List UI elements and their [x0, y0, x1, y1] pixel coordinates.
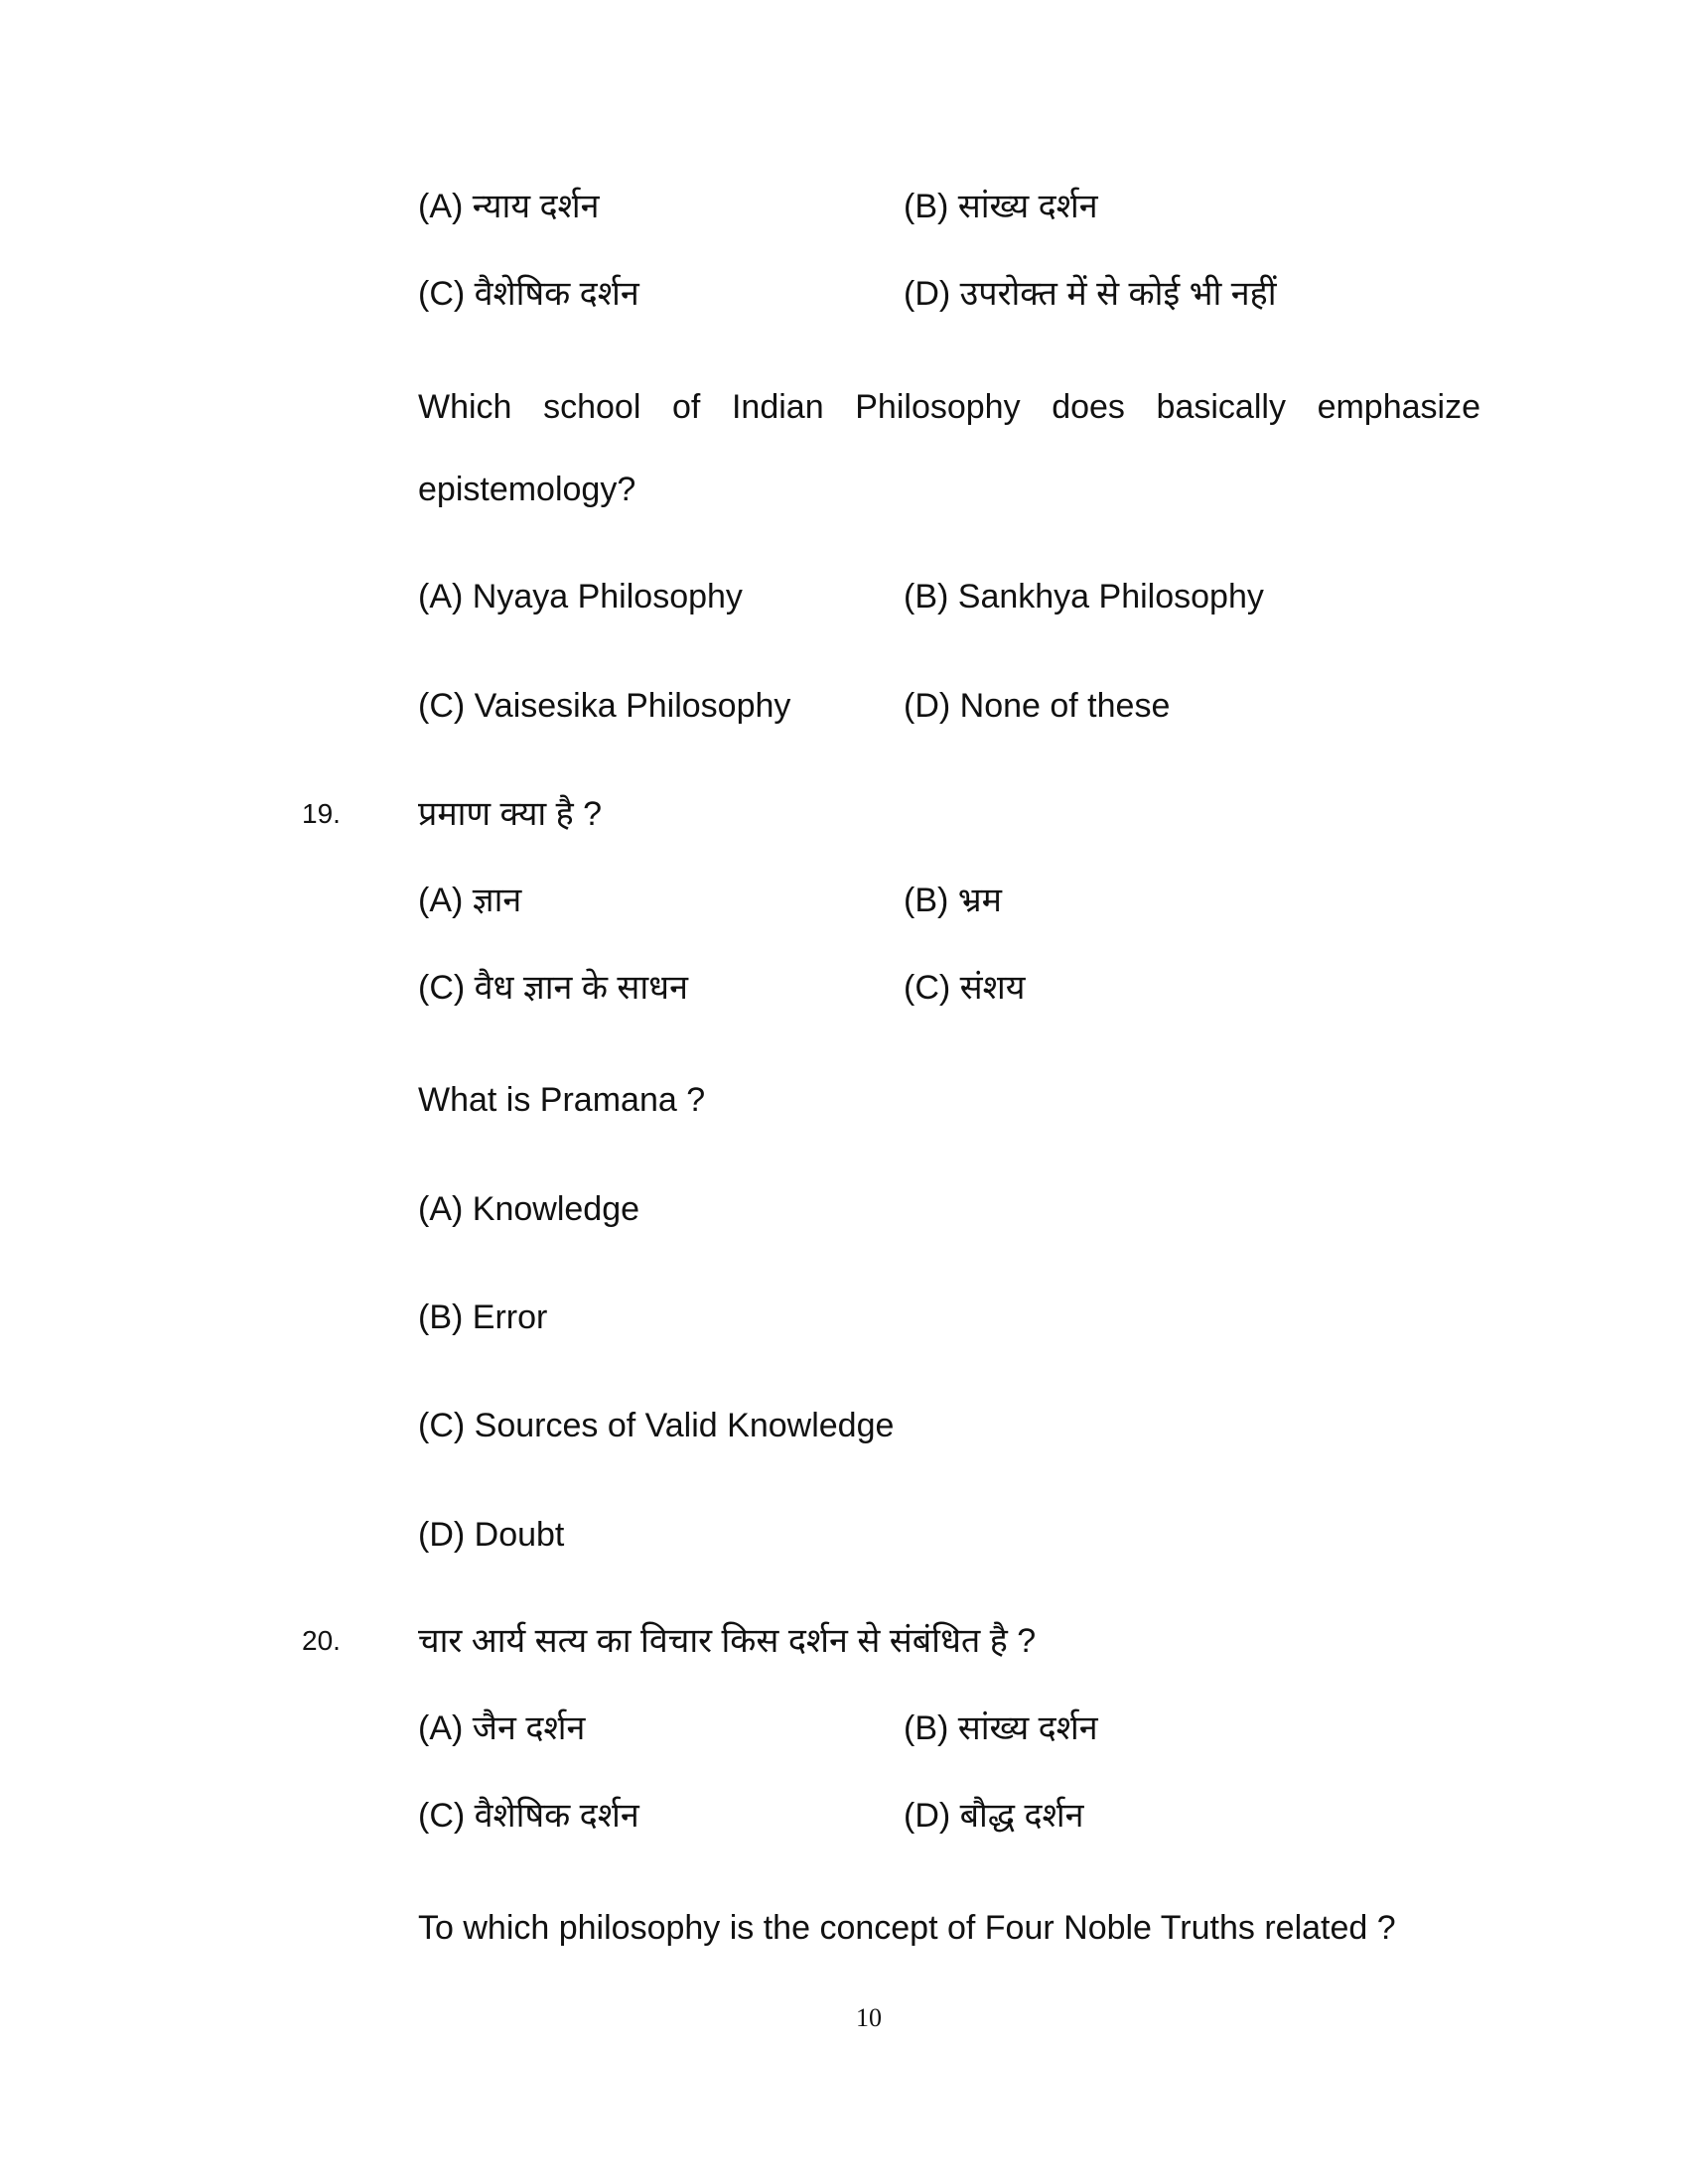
q19-english-option-b: (B) Error — [418, 1298, 548, 1336]
q18-english-option-c: (C) Vaisesika Philosophy — [418, 687, 791, 725]
q19-english-question: What is Pramana ? — [418, 1081, 706, 1119]
q18-english-option-b: (B) Sankhya Philosophy — [904, 578, 1264, 615]
q19-hindi-option-b: (B) भ्रम — [904, 882, 1003, 919]
q19-hindi-option-d: (C) संशय — [904, 969, 1026, 1007]
q19-hindi-option-a: (A) ज्ञान — [418, 882, 522, 919]
q20-hindi-option-b: (B) सांख्य दर्शन — [904, 1709, 1098, 1747]
q18-hindi-option-d: (D) उपरोक्त में से कोई भी नहीं — [904, 275, 1277, 313]
q19-english-option-d: (D) Doubt — [418, 1516, 565, 1554]
q19-hindi-option-c: (C) वैध ज्ञान के साधन — [418, 969, 688, 1007]
q18-english-option-a: (A) Nyaya Philosophy — [418, 578, 743, 615]
page-number: 10 — [856, 2003, 882, 2032]
q20-number: 20. — [302, 1625, 341, 1656]
q18-english-option-d: (D) None of these — [904, 687, 1171, 725]
q19-english-option-a: (A) Knowledge — [418, 1190, 640, 1228]
q20-hindi-option-d: (D) बौद्ध दर्शन — [904, 1797, 1084, 1835]
q19-english-option-c: (C) Sources of Valid Knowledge — [418, 1407, 895, 1444]
q18-hindi-option-c: (C) वैशेषिक दर्शन — [418, 275, 639, 313]
q20-english-question: To which philosophy is the concept of Four Noble Truths related ? — [418, 1909, 1396, 1947]
q18-hindi-option-a: (A) न्याय दर्शन — [418, 188, 600, 225]
q19-hindi-question: प्रमाण क्या है ? — [418, 795, 603, 833]
q20-hindi-option-a: (A) जैन दर्शन — [418, 1709, 586, 1747]
q19-number: 19. — [302, 798, 341, 829]
q20-hindi-question: चार आर्य सत्य का विचार किस दर्शन से संबंधित है ? — [418, 1622, 1037, 1660]
q20-hindi-option-c: (C) वैशेषिक दर्शन — [418, 1797, 639, 1835]
q18-english-question-cont: epistemology? — [418, 471, 636, 508]
q18-english-question: Which school of Indian Philosophy does basically emphasize — [418, 388, 1480, 426]
q18-hindi-option-b: (B) सांख्य दर्शन — [904, 188, 1098, 225]
